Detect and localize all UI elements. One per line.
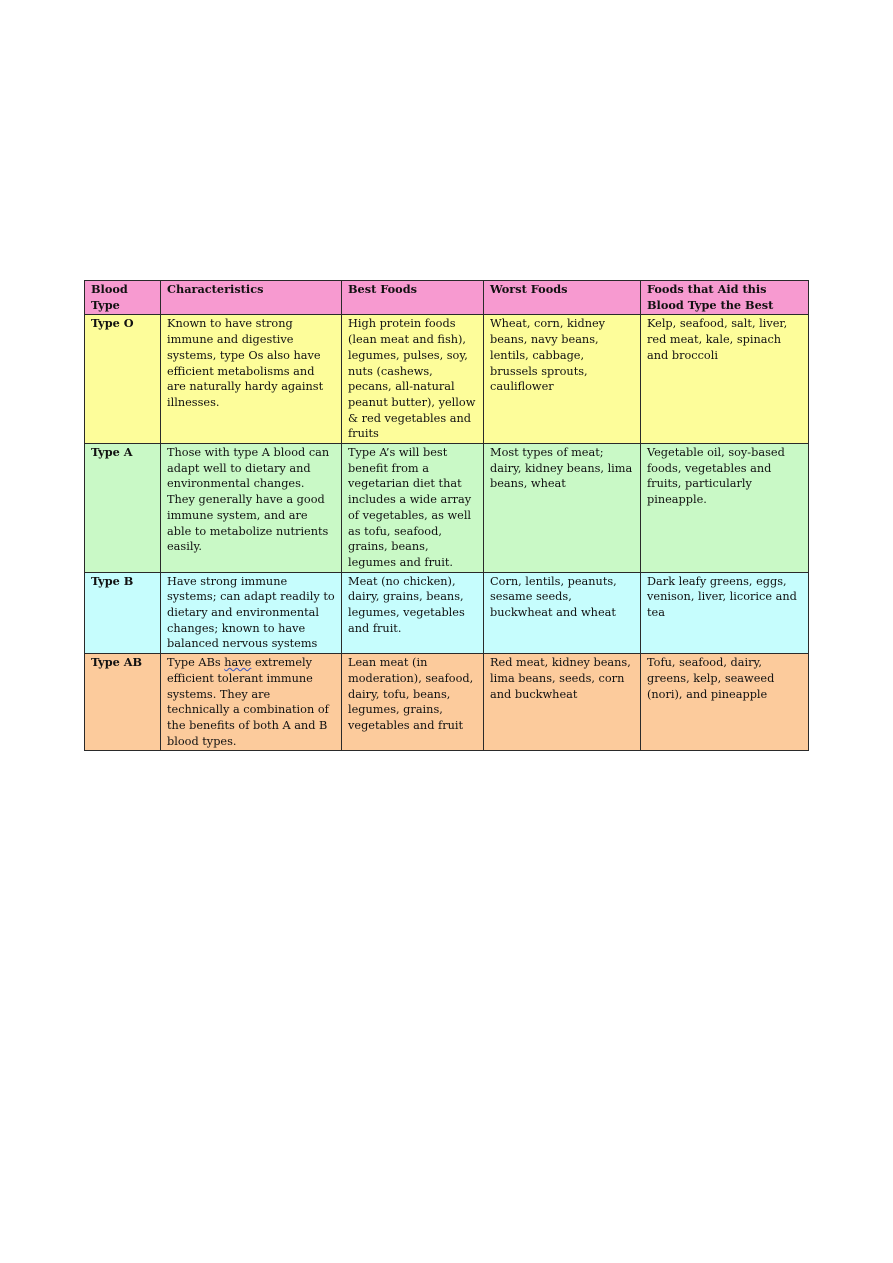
table-row-type-o	[85, 315, 809, 444]
header-best-foods: Best Foods	[342, 281, 484, 315]
type-b-label: Type B	[85, 572, 161, 654]
type-ab-characteristics	[161, 654, 342, 751]
type-b-best-foods: Meat (no chicken), dairy, grains, beans, legumes, vegetables and fruit.	[342, 572, 484, 654]
type-o-characteristics: Known to have strong immune and digestive systems, type Os also have efficient metabolisms and are naturally hardy against illnesses.	[161, 315, 342, 444]
blood-type-diet-table	[84, 280, 809, 751]
type-ab-aid-foods: Tofu, seafood, dairy, greens, kelp, seaweed (nori), and pineapple	[641, 654, 809, 751]
type-ab-worst-foods: Red meat, kidney beans, lima beans, seeds, corn and buckwheat	[484, 654, 641, 751]
type-a-label: Type A	[85, 444, 161, 573]
type-ab-label: Type AB	[85, 654, 161, 751]
type-o-aid-foods: Kelp, seafood, salt, liver, red meat, kale, spinach and broccoli	[641, 315, 809, 444]
table-row-type-b	[85, 572, 809, 654]
type-b-aid-foods: Dark leafy greens, eggs, venison, liver, licorice and tea	[641, 572, 809, 654]
type-a-characteristics: Those with type A blood can adapt well to dietary and environmental changes. They generally have a good immune system, and are able to metabolize nutrients easily.	[161, 444, 342, 573]
type-ab-characteristics-start: Type ABs	[167, 656, 225, 670]
header-aid-foods: Foods that Aid this Blood Type the Best	[641, 281, 809, 315]
type-a-best-foods: Type A’s will best benefit from a vegetarian diet that includes a wide array of vegetables, as well as tofu, seafood, grains, beans, legumes and fruit.	[342, 444, 484, 573]
type-b-characteristics: Have strong immune systems; can adapt readily to dietary and environmental changes; known to have balanced nervous systems	[161, 572, 342, 654]
spellcheck-flagged-word: have	[224, 656, 252, 670]
type-b-worst-foods: Corn, lentils, peanuts, sesame seeds, buckwheat and wheat	[484, 572, 641, 654]
blood-type-diet-table-container	[84, 280, 808, 751]
type-ab-best-foods: Lean meat (in moderation), seafood, dairy, tofu, beans, legumes, grains, vegetables and fruit	[342, 654, 484, 751]
type-o-worst-foods: Wheat, corn, kidney beans, navy beans, lentils, cabbage, brussels sprouts, cauliflower	[484, 315, 641, 444]
table-row-type-ab	[85, 654, 809, 751]
type-o-best-foods: High protein foods (lean meat and fish), legumes, pulses, soy, nuts (cashews, pecans, all-natural peanut butter), yellow & red vegetables and fruits	[342, 315, 484, 444]
type-o-label: Type O	[85, 315, 161, 444]
table-row-type-a	[85, 444, 809, 573]
header-characteristics: Characteristics	[161, 281, 342, 315]
table-header-row	[85, 281, 809, 315]
type-ab-characteristics-end: extremely efficient tolerant immune systems. They are technically a combination of the benefits of both A and B blood types.	[167, 656, 329, 748]
type-a-worst-foods: Most types of meat; dairy, kidney beans, lima beans, wheat	[484, 444, 641, 573]
header-blood-type: Blood Type	[85, 281, 161, 315]
header-worst-foods: Worst Foods	[484, 281, 641, 315]
type-a-aid-foods: Vegetable oil, soy-based foods, vegetables and fruits, particularly pineapple.	[641, 444, 809, 573]
